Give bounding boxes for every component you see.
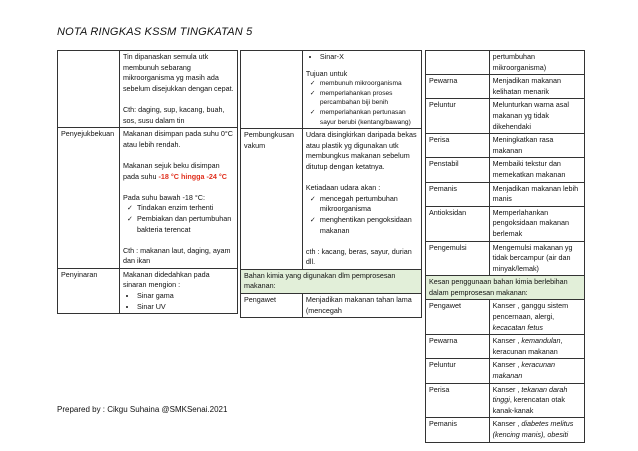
row-label: Antioksidan: [426, 206, 490, 241]
table-row: [241, 269, 422, 293]
irradiation-text: Makanan didedahkan pada sinaran mengion :: [122, 269, 210, 290]
description-text: pertumbuhan mikroorganisma): [492, 52, 547, 72]
row-description: [302, 129, 421, 270]
description-text: Menjadikan makanan kelihatan menarik: [492, 76, 561, 96]
row-label: Peluntur: [426, 99, 490, 134]
canning-example: Cth: daging, sup, kacang, buah, sos, susu dalam tin: [122, 104, 225, 125]
row-description: [489, 99, 584, 134]
vacuum-effect-intro: Ketiadaan udara akan :: [305, 183, 381, 193]
row-description: [489, 241, 584, 276]
table-row: [426, 158, 585, 182]
row-description: [302, 51, 421, 129]
row-label: Penyejukbekuan: [58, 128, 120, 269]
description-text: Kanser ,: [492, 419, 522, 429]
row-description: [489, 206, 584, 241]
list-item: ✓ Pembiakan dan pertumbuhan bakteria terencat: [137, 214, 234, 235]
table-row: [426, 276, 585, 300]
description-text: Kanser , ganggu sistem pencernaan, alergi,: [492, 301, 569, 322]
description-tail: , kerencatan otak kanak-kanak: [492, 395, 565, 415]
table-row: [241, 294, 422, 318]
irradiation-list-continued: [306, 52, 418, 63]
row-label: Pembungkusan vakum: [241, 129, 303, 270]
row-description: [119, 51, 237, 128]
description-italic: diabetes melitus (kencing manis), obesiti: [492, 419, 574, 439]
purpose-list: [306, 79, 418, 127]
list-item: ✓ memperlahankan proses percambahan biji benih: [320, 89, 418, 108]
row-description: [489, 418, 584, 442]
column-1-table: [57, 50, 238, 314]
row-label: Pewarna: [426, 335, 490, 359]
list-item: • Sinar gama: [137, 291, 234, 302]
row-description: [489, 300, 584, 335]
row-label: Peluntur: [426, 359, 490, 383]
section-header: Kesan penggunaan bahan kimia berlebihan dalam pemprosesan makanan:: [426, 276, 585, 300]
row-label: Pemanis: [426, 182, 490, 206]
table-row: [426, 182, 585, 206]
purpose-text: Tujuan untuk: [305, 68, 348, 78]
row-label: Perisa: [426, 383, 490, 418]
row-label: Pengawet: [241, 294, 303, 318]
list-item: ✓ mencegah pertumbuhan mikroorganisma: [320, 194, 418, 215]
description-text: Menjadikan makanan lebih manis: [492, 183, 579, 204]
row-description: [489, 134, 584, 158]
table-row: [58, 128, 238, 269]
irradiation-list: [123, 291, 234, 312]
column-3-table: [425, 50, 585, 443]
freezing-condition: Pada suhu bawah -18 °C:: [122, 192, 205, 202]
page-title: NOTA RINGKAS KSSM TINGKATAN 5: [57, 26, 253, 38]
freezing-text: Makanan sejuk beku disimpan pada suhu: [122, 160, 220, 181]
row-description: [489, 51, 584, 75]
temperature-range: -18 °C hingga -24 °C: [158, 171, 227, 181]
table-row: [426, 359, 585, 383]
row-label: Pengemulsi: [426, 241, 490, 276]
table-row: [426, 300, 585, 335]
row-description: [489, 75, 584, 99]
vacuum-effects-list: [306, 194, 418, 236]
list-item: ✓ menghentikan pengoksidaan makanan: [320, 215, 418, 236]
row-description: Menjadikan makanan tahan lama (mencegah: [302, 294, 421, 318]
row-label: [241, 51, 303, 129]
table-row: [241, 129, 422, 270]
footer-credit: Prepared by : Cikgu Suhaina @SMKSenai.2021: [57, 405, 228, 414]
row-description: [489, 158, 584, 182]
description-text: Melunturkan warna asal makanan yg tidak dikehendaki: [492, 100, 569, 131]
list-item: • Sinar-X: [320, 52, 418, 63]
vacuum-example: cth : kacang, beras, sayur, durian dll.: [305, 246, 412, 267]
description-text: Kanser ,: [492, 360, 522, 370]
freezing-paragraph-3: [123, 193, 234, 235]
table-row: [241, 51, 422, 129]
table-row: [426, 75, 585, 99]
table-row: [58, 268, 238, 313]
description-text: Mengemulsi makanan yg tidak bercampur (air dan minyak/lemak): [492, 242, 573, 273]
row-description: [119, 128, 237, 269]
table-row: [426, 99, 585, 134]
description-tail: , keracunan makanan: [492, 336, 563, 356]
description-italic: keracunan makanan: [492, 360, 555, 381]
description-italic: tekanan darah tinggi: [492, 384, 568, 405]
list-item: ✓ membunuh mikroorganisma: [320, 79, 418, 89]
list-item: ✓ memperlahankan pertunasan sayur berubi (kentang/bawang): [320, 108, 418, 127]
table-row: [426, 241, 585, 276]
row-label: Perisa: [426, 134, 490, 158]
description-text: Kanser ,: [492, 384, 522, 394]
row-label: [58, 51, 120, 128]
description-text: Memperlahankan pengoksidaan makanan berlemak: [492, 207, 569, 238]
freezing-paragraph-1: Makanan disimpan pada suhu 0°C atau lebih rendah.: [122, 129, 233, 149]
list-item: ✓ Tindakan enzim terhenti: [137, 203, 234, 214]
list-item: • Sinar UV: [137, 302, 234, 313]
vacuum-paragraph-2: [306, 183, 418, 236]
row-description: [489, 359, 584, 383]
freezing-effects-list: [123, 203, 234, 235]
table-row: [426, 335, 585, 359]
freezing-paragraph-2: [123, 161, 234, 182]
row-description: [489, 335, 584, 359]
description-italic: kemandulan: [521, 336, 561, 346]
description-italic: kecacatan fetus: [492, 322, 543, 332]
description-text: Kanser ,: [492, 336, 522, 346]
row-label: Pemanis: [426, 418, 490, 442]
vacuum-paragraph-1: Udara disingkirkan daripada bekas atau plastik yg digunakan utk membungkus makanan sebelum ditutup dengan ketatnya.: [305, 130, 417, 171]
table-row: [426, 51, 585, 75]
column-2-table: [240, 50, 422, 318]
table-row: [58, 51, 238, 128]
freezing-example: Cth : makanan laut, daging, ayam dan ikan: [122, 245, 231, 266]
row-label: Penstabil: [426, 158, 490, 182]
table-row: [426, 206, 585, 241]
description-text: Membaiki tekstur dan memekatkan makanan: [492, 159, 566, 179]
description-text: Meningkatkan rasa makanan: [492, 135, 554, 155]
row-description: [489, 182, 584, 206]
row-description: [119, 268, 237, 313]
table-row: [426, 383, 585, 418]
row-label: [426, 51, 490, 75]
row-description: [489, 383, 584, 418]
section-header: Bahan kimia yang digunakan dlm pemprosesan makanan:: [241, 269, 422, 293]
canning-note: Tin dipanaskan semula utk membunuh sebarang mikroorganisma yg masih ada sebelum disejukkan dengan cepat.: [122, 52, 234, 93]
table-row: [426, 134, 585, 158]
table-row: [426, 418, 585, 442]
row-label: Penyinaran: [58, 268, 120, 313]
row-label: Pewarna: [426, 75, 490, 99]
row-label: Pengawet: [426, 300, 490, 335]
